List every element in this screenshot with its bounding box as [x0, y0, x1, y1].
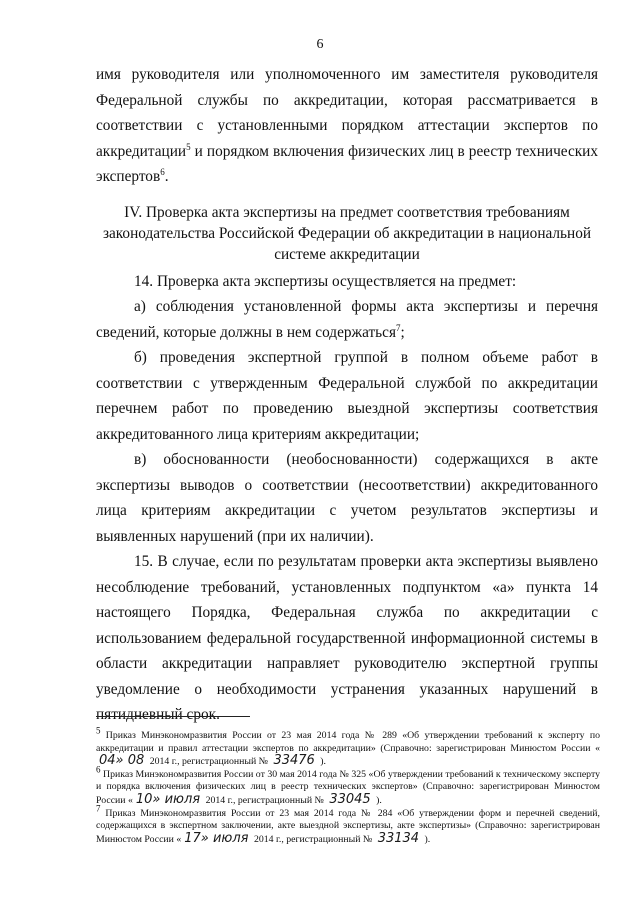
footnote-5-mid: 2014 г., регистрационный № [147, 756, 271, 768]
footnote-mark-7: 7 [96, 803, 101, 814]
handwritten-date-5: 04» 08 [99, 753, 145, 769]
main-text [96, 62, 598, 728]
intro-text-1: имя руководителя или уполномоченного им заместителя руководителя Федеральной службы по аккредитации, которая рассматривается в соответствии с установленными порядком аттестации экспертов по аккредитации [96, 66, 598, 160]
paragraph-14-a [96, 294, 598, 345]
footnote-6-text: Приказ Минэкономразвития России от 30 мая 2014 года № 325 «Об утверждении требований к техническому эксперту и порядка включения физических лиц в реестр технических экспертов» (Справочно: зарегистрирован Минюстом России « [96, 768, 600, 806]
handwritten-number-5: 33476 [273, 753, 315, 769]
paragraph-14-b: б) проведения экспертной группой в полном объеме работ в соответствии с утвержденным Федеральной службой по аккредитации перечнем работ по проведению выездной экспертизы соответствия аккредитованного лица критериям аккредитации; [96, 349, 598, 443]
page-number: 6 [316, 37, 324, 52]
footnote-ref-5: 5 [186, 141, 191, 152]
footnote-6-end: ). [373, 794, 382, 806]
footnote-6-mid: 2014 г., регистрационный № [203, 794, 327, 806]
paragraph-14-a-end: ; [400, 323, 405, 341]
footnote-5-end: ). [317, 756, 326, 768]
handwritten-number-6: 33045 [329, 791, 371, 807]
handwritten-number-7: 33134 [377, 830, 420, 846]
footnote-7-mid: 2014 г., регистрационный № [251, 833, 375, 845]
intro-paragraph [96, 62, 598, 190]
footnote-mark-6: 6 [96, 764, 101, 775]
paragraph-14-a-text: а) соблюдения установленной формы акта экспертизы и перечня сведений, которые должны в нем содержаться [96, 298, 598, 341]
handwritten-date-6: 10» июля [135, 791, 201, 807]
section-heading: IV. Проверка акта экспертизы на предмет соответствия требованиям законодательства Российской Федерации об аккредитации в национальной системе аккредитации [102, 203, 592, 263]
footnote-5 [96, 725, 600, 769]
paragraph-15: 15. В случае, если по результатам проверки акта экспертизы выявлено несоблюдение требований, установленных подпунктом «а» пункта 14 настоящего Порядка, Федеральная служба по аккредитации с использованием федеральной государственной информационной системы в области аккредитации направляет руководителю экспертной группы уведомление о необходимости устранения указанных нарушений в пятидневный срок. [96, 553, 598, 723]
footnote-7-text: Приказ Минэкономразвития России от 23 мая 2014 года № 284 «Об утверждении форм и перечней сведений, содержащихся в экспертном заключении, акте выездной экспертизы, акте экспертизы» (Справочно: зарегистрирован Минюстом России « [96, 807, 600, 845]
footnotes [96, 725, 600, 846]
paragraph-14-intro: 14. Проверка акта экспертизы осуществляется на предмет: [134, 272, 517, 290]
handwritten-date-7: 17» июля [184, 830, 249, 846]
footnote-7-end: ). [422, 833, 431, 845]
footnote-7 [96, 803, 600, 847]
paragraph-14-v: в) обоснованности (необоснованности) содержащихся в акте экспертизы выводов о соответствии (несоответствии) аккредитованного лица критериям аккредитации с учетом результатов экспертизы и выявленных нарушений (при их наличии). [96, 451, 598, 545]
footnote-mark-5: 5 [96, 725, 101, 736]
footnote-separator [96, 716, 250, 717]
footnote-6 [96, 764, 600, 808]
footnote-ref-7: 7 [395, 322, 401, 333]
intro-text-2: и порядком включения физических лиц в реестр технических экспертов [96, 142, 598, 185]
intro-text-3: . [164, 168, 169, 185]
footnote-5-text: Приказ Минэкономразвития России от 23 мая 2014 года № 289 «Об утверждении требований к эксперту по аккредитации и правил аттестации экспертов по аккредитации» (Справочно: зарегистрирован Минюстом России « [96, 730, 600, 754]
footnote-ref-6: 6 [160, 166, 165, 177]
